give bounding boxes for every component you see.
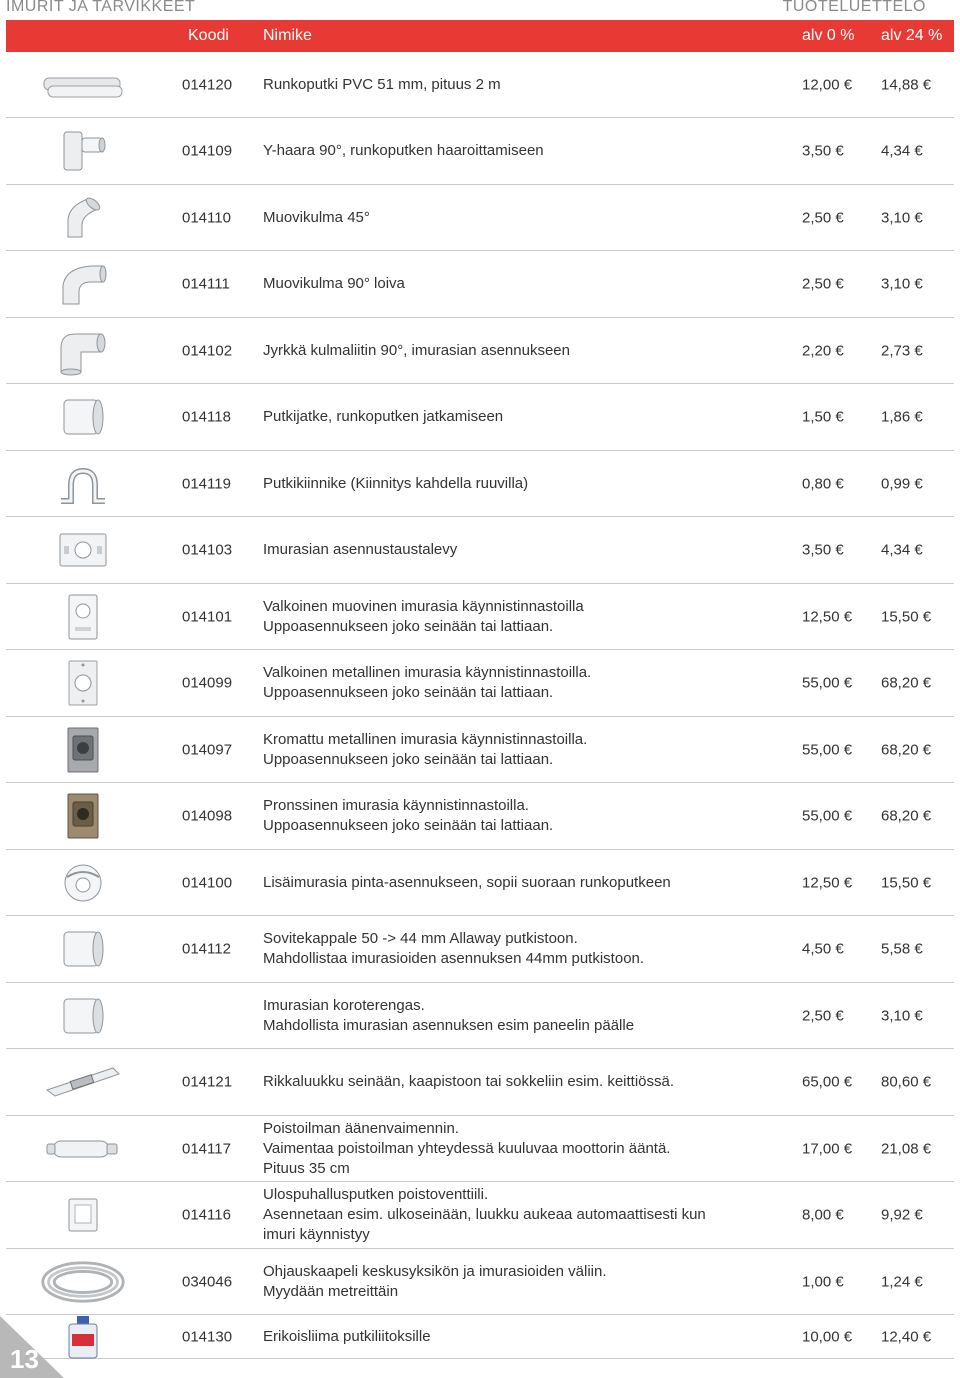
surface-inlet-icon: [38, 856, 128, 910]
price-vat24: 9,92 €: [881, 1206, 923, 1224]
product-code: 014102: [182, 342, 233, 359]
product-code: 014112: [182, 940, 231, 958]
table-row: [6, 717, 954, 783]
product-name: [263, 274, 783, 294]
product-name-line: Runkoputki PVC 51 mm, pituus 2 m: [263, 75, 501, 93]
product-name: [263, 1327, 783, 1347]
product-name-line: Rikkaluukku seinään, kaapistoon tai sokkeliin esim. keittiössä.: [263, 1073, 675, 1090]
product-name: [263, 929, 783, 969]
product-name: [263, 597, 783, 637]
price-vat24: 4,34 €: [881, 541, 923, 559]
product-name-line: Vaimentaa poistoilman yhteydessä kuuluvaa moottorin ääntä.: [263, 1139, 671, 1157]
price-vat24: 4,34 €: [881, 142, 923, 160]
product-code: 014100: [182, 874, 233, 891]
product-name: [263, 474, 783, 494]
column-header-name: Nimike: [263, 27, 312, 44]
product-name-line: Putkijatke, runkoputken jatkamiseen: [263, 408, 504, 425]
table-row: [6, 1116, 954, 1182]
product-name-line: Muovikulma 90° loiva: [263, 275, 405, 292]
price-vat24: 21,08 €: [881, 1140, 932, 1157]
table-row: [6, 1315, 954, 1359]
adapter-icon: [38, 922, 128, 976]
inlet-white-plastic-icon: [38, 590, 128, 644]
price-vat24: 68,20 €: [881, 674, 932, 692]
product-code: 014111: [182, 275, 230, 293]
product-name: [263, 1119, 783, 1179]
product-name-line: Asennetaan esim. ulkoseinään, luukku aukeaa automaattisesti kun: [263, 1206, 706, 1223]
pipe-clamp-icon: [38, 457, 128, 511]
product-name-line: Pituus 35 cm: [263, 1159, 350, 1177]
table-row: [6, 1182, 954, 1249]
product-code: 014101: [182, 608, 233, 625]
product-code: 014120: [182, 76, 233, 93]
price-vat24: 14,88 €: [881, 76, 932, 93]
table-row: [6, 251, 954, 318]
table-row: [6, 318, 954, 384]
product-name-line: Ohjauskaapeli keskusyksikön ja imurasioiden väliin.: [263, 1262, 607, 1280]
table-row: [6, 783, 954, 850]
price-vat24: 5,58 €: [881, 940, 923, 958]
price-vat0: 8,00 €: [802, 1206, 844, 1224]
section-title: IMURIT JA TARVIKKEET: [6, 0, 196, 15]
price-vat0: 4,50 €: [802, 940, 844, 958]
product-name: [263, 1262, 783, 1302]
product-name-line: Sovitekappale 50 -> 44 mm Allaway putkistoon.: [263, 930, 578, 947]
inlet-chrome-icon: [38, 723, 128, 777]
product-name-line: Valkoinen muovinen imurasia käynnistinnastoilla: [263, 597, 584, 615]
product-code: 014099: [182, 674, 233, 692]
price-vat0: 2,50 €: [802, 209, 844, 226]
product-name-line: Uppoasennukseen joko seinään tai lattiaan.: [263, 750, 554, 768]
dustpan-inlet-icon: [38, 1055, 128, 1109]
product-name-line: Ulospuhallusputken poistoventtiili.: [263, 1186, 489, 1203]
product-name-line: Uppoasennukseen joko seinään tai lattiaan.: [263, 817, 554, 834]
product-name: [263, 208, 783, 228]
raising-ring-icon: [38, 989, 128, 1043]
product-code: 034046: [182, 1273, 233, 1290]
table-row: [6, 916, 954, 983]
price-vat0: 55,00 €: [802, 674, 853, 692]
product-name: [263, 341, 783, 361]
column-header-vat0: alv 0 %: [802, 27, 855, 44]
price-vat24: 80,60 €: [881, 1073, 932, 1091]
product-name: [263, 796, 783, 836]
product-code: 014116: [182, 1206, 231, 1224]
table-row: [6, 52, 954, 118]
table-row: [6, 451, 954, 517]
product-name: [263, 873, 783, 893]
price-vat0: 0,80 €: [802, 475, 844, 492]
price-vat0: 17,00 €: [802, 1140, 853, 1157]
product-name-line: Pronssinen imurasia käynnistinnastoilla.: [263, 797, 529, 814]
product-name-line: imuri käynnistyy: [263, 1226, 370, 1243]
column-header-vat24: alv 24 %: [881, 27, 943, 44]
price-vat24: 12,40 €: [881, 1328, 932, 1345]
product-name-line: Uppoasennukseen joko seinään tai lattiaan.: [263, 684, 554, 701]
price-vat24: 1,24 €: [881, 1273, 923, 1290]
product-name-line: Myydään metreittäin: [263, 1282, 399, 1300]
inlet-white-metal-icon: [38, 656, 128, 710]
product-name-line: Jyrkkä kulmaliitin 90°, imurasian asennukseen: [263, 341, 570, 359]
product-name-line: Uppoasennukseen joko seinään tai lattiaan.: [263, 617, 554, 635]
product-code: 014097: [182, 741, 233, 758]
table-row: [6, 1249, 954, 1315]
product-name: [263, 75, 783, 95]
product-name: [263, 407, 783, 427]
product-name-line: Muovikulma 45°: [263, 208, 370, 226]
product-name: [263, 730, 783, 770]
price-vat0: 2,50 €: [802, 275, 844, 293]
product-name-line: Poistoilman äänenvaimennin.: [263, 1119, 459, 1137]
exhaust-valve-icon: [38, 1188, 128, 1242]
price-vat0: 3,50 €: [802, 541, 844, 559]
price-vat24: 3,10 €: [881, 209, 923, 226]
price-vat0: 1,00 €: [802, 1273, 844, 1290]
table-row: [6, 185, 954, 251]
product-name-line: Erikoisliima putkiliitoksille: [263, 1327, 431, 1345]
product-name-line: Mahdollista imurasian asennuksen esim paneelin päälle: [263, 1016, 635, 1034]
product-code: 014110: [182, 209, 231, 226]
product-code: 014098: [182, 807, 233, 825]
coupling-icon: [38, 390, 128, 444]
cable-icon: [38, 1255, 128, 1309]
price-vat0: 2,20 €: [802, 342, 844, 359]
price-vat0: 1,50 €: [802, 408, 844, 426]
product-code: 014119: [182, 475, 231, 492]
catalog-title: TUOTELUETTELO: [782, 0, 926, 15]
price-vat24: 15,50 €: [881, 874, 932, 891]
product-name: [263, 1185, 783, 1245]
table-row: [6, 983, 954, 1049]
product-name-line: Lisäimurasia pinta-asennukseen, sopii suoraan runkoputkeen: [263, 873, 671, 891]
product-name: [263, 141, 783, 161]
price-vat24: 0,99 €: [881, 475, 923, 492]
price-vat24: 2,73 €: [881, 342, 923, 359]
table-header: [6, 20, 954, 52]
top-bar: [0, 0, 960, 18]
pipe-icon: [38, 58, 128, 112]
mounting-plate-icon: [38, 523, 128, 577]
table-row: [6, 118, 954, 185]
product-name: [263, 1072, 783, 1092]
price-vat0: 12,50 €: [802, 874, 853, 891]
product-name-line: Imurasian koroterengas.: [263, 996, 425, 1014]
price-vat0: 55,00 €: [802, 741, 853, 758]
price-vat24: 15,50 €: [881, 608, 932, 625]
product-name-line: Mahdollistaa imurasioiden asennuksen 44mm putkistoon.: [263, 950, 645, 967]
muffler-icon: [38, 1122, 128, 1176]
product-table: [0, 52, 960, 1359]
price-vat0: 2,50 €: [802, 1007, 844, 1024]
table-row: [6, 650, 954, 717]
price-vat0: 12,00 €: [802, 76, 853, 93]
product-name: [263, 996, 783, 1036]
product-code: 014118: [182, 408, 231, 426]
inlet-bronze-icon: [38, 789, 128, 843]
product-code: 014109: [182, 142, 233, 160]
price-vat0: 55,00 €: [802, 807, 853, 825]
price-vat0: 65,00 €: [802, 1073, 853, 1091]
price-vat0: 3,50 €: [802, 142, 844, 160]
price-vat0: 12,50 €: [802, 608, 853, 625]
product-name: [263, 663, 783, 703]
product-code: 014103: [182, 541, 233, 559]
product-name-line: Y-haara 90°, runkoputken haaroittamiseen: [263, 142, 544, 159]
y-branch-icon: [38, 124, 128, 178]
product-name-line: Valkoinen metallinen imurasia käynnistinnastoilla.: [263, 664, 592, 681]
price-vat24: 1,86 €: [881, 408, 923, 426]
price-vat24: 68,20 €: [881, 807, 932, 825]
product-name: [263, 540, 783, 560]
product-name-line: Kromattu metallinen imurasia käynnistinnastoilla.: [263, 730, 588, 748]
price-vat24: 68,20 €: [881, 741, 932, 758]
table-row: [6, 1049, 954, 1116]
page-number: 13: [10, 1344, 39, 1374]
product-code: 014121: [182, 1073, 233, 1091]
elbow-90-icon: [38, 257, 128, 311]
column-header-code: Koodi: [188, 27, 229, 44]
product-code: 014117: [182, 1140, 231, 1157]
product-code: 014130: [182, 1328, 233, 1345]
elbow-45-icon: [38, 191, 128, 245]
product-name-line: Imurasian asennustaustalevy: [263, 541, 458, 558]
table-row: [6, 850, 954, 916]
table-row: [6, 517, 954, 584]
price-vat0: 10,00 €: [802, 1328, 853, 1345]
table-row: [6, 384, 954, 451]
sharp-elbow-icon: [38, 324, 128, 378]
table-row: [6, 584, 954, 650]
price-vat24: 3,10 €: [881, 275, 923, 293]
price-vat24: 3,10 €: [881, 1007, 923, 1024]
product-name-line: Putkikiinnike (Kiinnitys kahdella ruuvilla): [263, 474, 529, 492]
